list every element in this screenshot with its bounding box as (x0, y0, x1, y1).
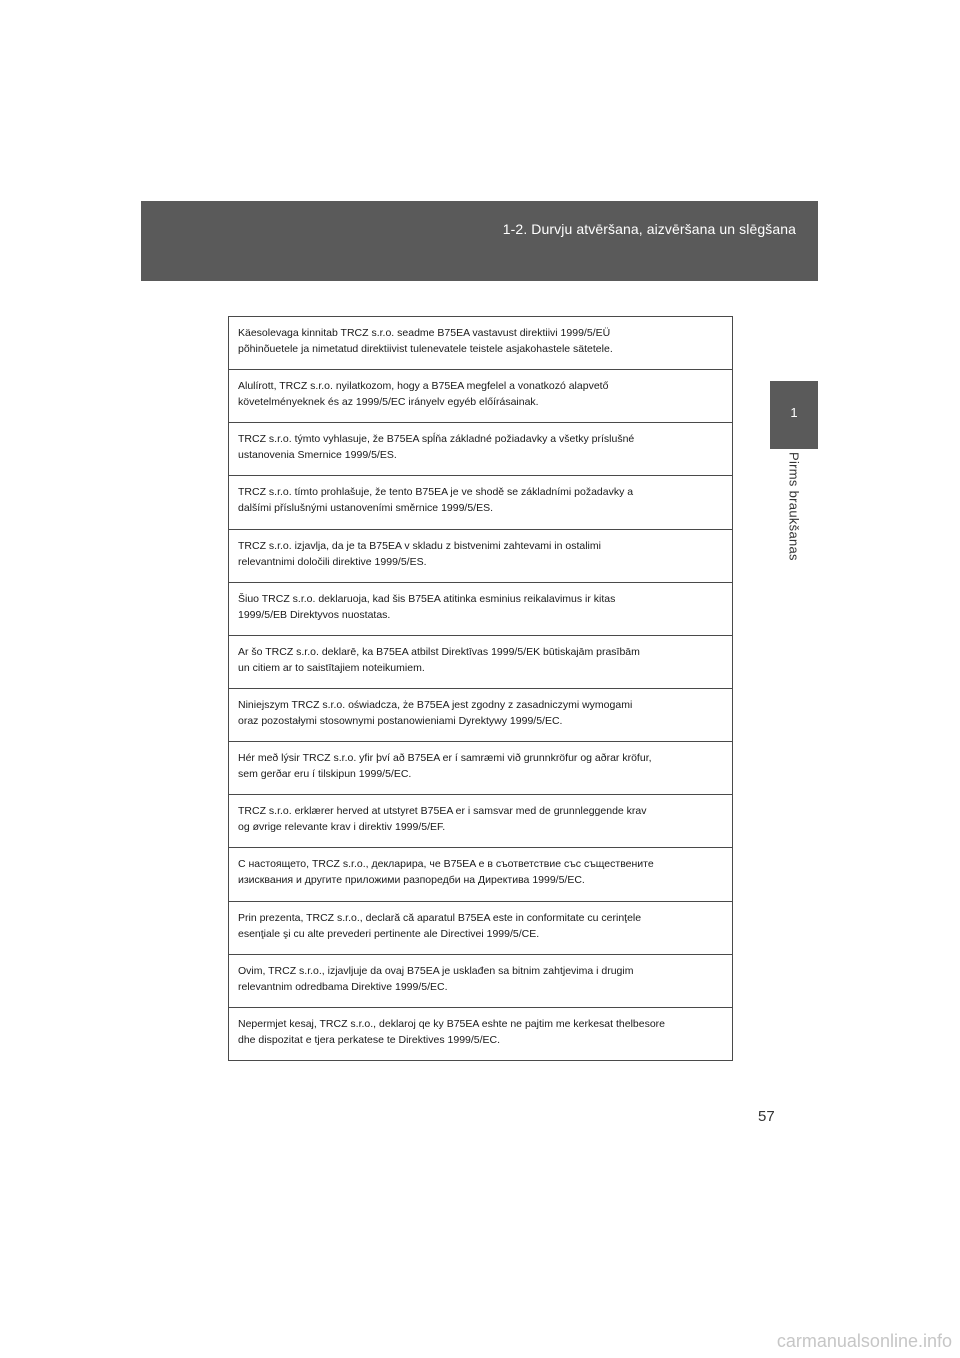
declaration-row-icelandic (229, 742, 732, 795)
declaration-line: sem gerðar eru í tilskipun 1999/5/EC. (238, 768, 412, 781)
declaration-line: og øvrige relevante krav i direktiv 1999/5/EF. (238, 821, 446, 834)
declaration-line: relevantnimi določili direktive 1999/5/ES. (238, 555, 427, 568)
chapter-side-label-container (770, 452, 818, 592)
declaration-line: Prin prezenta, TRCZ s.r.o., declară că aparatul B75EA este in conformitate cu cerinţele (238, 911, 642, 924)
declaration-line: Ovim, TRCZ s.r.o., izjavljuje da ovaj B75EA je usklađen sa bitnim zahtjevima i drugim (238, 964, 634, 977)
chapter-header-band (141, 201, 818, 281)
declaration-line: követelményeknek és az 1999/5/EC irányelv egyéb előírásainak. (238, 396, 539, 409)
declaration-line: TRCZ s.r.o. týmto vyhlasuje, že B75EA spĺňa základné požiadavky a všetky príslušné (238, 433, 635, 446)
declaration-line: изисквания и другите приложими разпоредби на Директива 1999/5/EC. (238, 874, 585, 887)
declaration-line: TRCZ s.r.o. erklærer herved at utstyret B75EA er i samsvar med de grunnleggende krav (238, 805, 647, 818)
declaration-row-hungarian (229, 370, 732, 423)
chapter-label: Pirms braukšanas (786, 452, 802, 561)
declaration-row-slovenian (229, 530, 732, 583)
declaration-line: un citiem ar to saistītajiem noteikumiem. (238, 661, 425, 674)
declaration-line: Ar šo TRCZ s.r.o. deklarē, ka B75EA atbilst Direktīvas 1999/5/EK būtiskajām prasībām (238, 645, 640, 658)
declaration-table (228, 316, 733, 1061)
watermark: carmanualsonline.info (776, 1331, 952, 1351)
declaration-row-bulgarian (229, 848, 732, 901)
declaration-line: Hér með lýsir TRCZ s.r.o. yfir því að B75EA er í samræmi við grunnkröfur og aðrar kröfur, (238, 752, 652, 765)
declaration-line: TRCZ s.r.o. izjavlja, da je ta B75EA v skladu z bistvenimi zahtevami in ostalimi (238, 539, 601, 552)
declaration-line: Niniejszym TRCZ s.r.o. oświadcza, że B75EA jest zgodny z zasadniczymi wymogami (238, 698, 633, 711)
declaration-row-polish (229, 689, 732, 742)
declaration-line: Käesolevaga kinnitab TRCZ s.r.o. seadme B75EA vastavust direktiivi 1999/5/EÜ (238, 327, 611, 339)
declaration-line: dhe dispozitat e tjera perkatese te Direktives 1999/5/EC. (238, 1033, 501, 1046)
declaration-line: TRCZ s.r.o. tímto prohlašuje, že tento B75EA je ve shodě se základními požadavky a (238, 486, 634, 499)
declaration-line: Šiuo TRCZ s.r.o. deklaruoja, kad šis B75EA atitinka esminius reikalavimus ir kitas (238, 592, 616, 605)
declaration-row-latvian (229, 636, 732, 689)
chapter-number: 1 (790, 405, 798, 420)
declaration-line: relevantnim odredbama Direktive 1999/5/EC. (238, 980, 448, 993)
declaration-line: Nepermjet kesaj, TRCZ s.r.o., deklaroj qe ky B75EA eshte ne pajtim me kerkesat thelbesore (238, 1017, 666, 1030)
declaration-row-albanian (229, 1008, 732, 1060)
declaration-line: С настоящето, TRCZ s.r.o., декларира, че B75EA е в съответствие със съществените (238, 858, 654, 871)
declaration-line: oraz pozostałymi stosownymi postanowieniami Dyrektywy 1999/5/EC. (238, 714, 563, 727)
declaration-row-norwegian (229, 795, 732, 848)
declaration-line: Alulírott, TRCZ s.r.o. nyilatkozom, hogy a B75EA megfelel a vonatkozó alapvető (238, 380, 609, 393)
declaration-row-romanian (229, 902, 732, 955)
declaration-row-croatian (229, 955, 732, 1008)
declaration-row-czech (229, 476, 732, 529)
declaration-line: dalšími příslušnými ustanoveními směrnice 1999/5/ES. (238, 502, 494, 515)
declaration-line: ustanovenia Smernice 1999/5/ES. (238, 449, 397, 462)
declaration-row-estonian (229, 317, 732, 370)
declaration-line: 1999/5/EB Direktyvos nuostatas. (238, 608, 391, 621)
page-number: 57 (758, 1108, 775, 1125)
declaration-row-slovak (229, 423, 732, 476)
section-title: 1-2. Durvju atvēršana, aizvēršana un slēgšana (502, 221, 796, 237)
chapter-side-tab (770, 381, 818, 449)
declaration-row-lithuanian (229, 583, 732, 636)
declaration-line: põhinõuetele ja nimetatud direktiivist tulenevatele teistele asjakohastele sätetele. (238, 343, 613, 355)
declaration-line: esenţiale şi cu alte prevederi pertinente ale Directivei 1999/5/CE. (238, 927, 540, 940)
